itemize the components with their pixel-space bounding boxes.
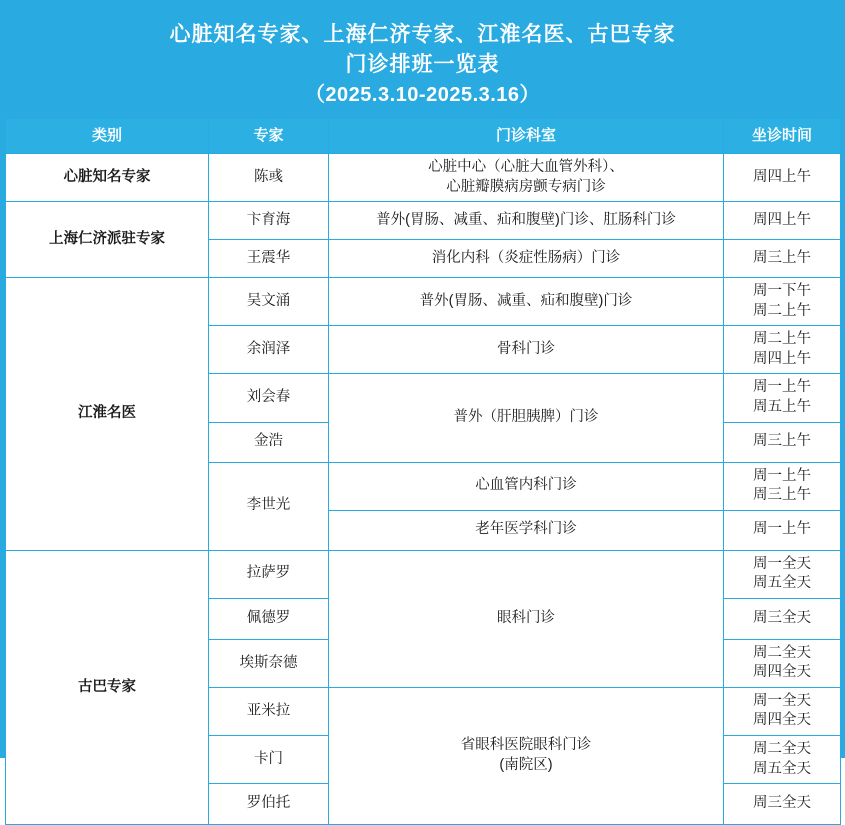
time-cell [724,326,841,374]
title-line-2: 门诊排班一览表 [345,53,500,77]
time-line-2: 周五全天 [753,760,811,777]
time-line-2: 周四全天 [753,712,811,729]
time-cell: 周四上午 [724,202,841,240]
time-line-1: 周二全天 [753,644,811,661]
department-cell [329,154,724,202]
time-line-2: 周三上午 [753,487,811,504]
expert-cell: 余润泽 [209,326,329,374]
department-line-1: 心脏中心（心脏大血管外科）、 [428,159,624,175]
table-row [6,550,841,598]
schedule-table [5,118,841,825]
table-row [6,154,841,202]
time-cell [724,736,841,784]
category-cell: 心脏知名专家 [6,154,209,202]
time-line-2: 周五上午 [753,398,811,415]
expert-cell: 卞育海 [209,202,329,240]
department-cell: 老年医学科门诊 [329,510,724,550]
expert-cell: 陈彧 [209,154,329,202]
expert-cell: 罗伯托 [209,784,329,825]
expert-cell: 亚米拉 [209,687,329,735]
poster-title [0,0,845,110]
schedule-table-wrapper [5,118,840,825]
time-cell: 周三全天 [724,784,841,825]
time-cell: 周一上午 [724,510,841,550]
time-line-2: 周四上午 [753,350,811,367]
expert-cell: 佩德罗 [209,598,329,639]
expert-cell: 埃斯奈德 [209,639,329,687]
expert-cell: 拉萨罗 [209,550,329,598]
category-cell: 江淮名医 [6,278,209,551]
time-line-2: 周五全天 [753,575,811,592]
department-cell: 普外（肝胆胰脾）门诊 [329,374,724,462]
time-line-1: 周一上午 [753,467,811,484]
header-category: 类别 [6,119,209,154]
time-cell [724,687,841,735]
department-cell [329,687,724,824]
department-cell: 心血管内科门诊 [329,462,724,510]
time-line-2: 周四全天 [753,664,811,681]
time-line-1: 周一上午 [753,379,811,396]
expert-cell: 李世光 [209,462,329,550]
category-cell: 古巴专家 [6,550,209,825]
time-cell [724,462,841,510]
time-line-1: 周一全天 [753,555,811,572]
expert-cell: 卡门 [209,736,329,784]
time-line-2: 周二上午 [753,302,811,319]
expert-cell: 刘会春 [209,374,329,422]
department-cell: 普外(胃肠、减重、疝和腹壁)门诊、肛肠科门诊 [329,202,724,240]
department-line-2: (南院区) [499,757,553,773]
time-cell [724,374,841,422]
time-line-1: 周二上午 [753,331,811,348]
category-cell: 上海仁济派驻专家 [6,202,209,278]
time-line-1: 周一下午 [753,283,811,300]
title-line-1: 心脏知名专家、上海仁济专家、江淮名医、古巴专家 [169,23,676,46]
time-cell [724,278,841,326]
table-row [6,202,841,240]
time-line-1: 周二全天 [753,741,811,757]
time-cell [724,550,841,598]
time-line-1: 周一全天 [753,692,811,709]
department-line-1: 省眼科医院眼科门诊 [460,737,592,754]
expert-cell: 金浩 [209,422,329,462]
time-cell [724,639,841,687]
department-line-2: 心脏瓣膜病房颤专病门诊 [446,178,606,195]
title-date-range: （2025.3.10-2025.3.16） [304,83,541,106]
expert-cell: 王震华 [209,240,329,278]
department-cell: 眼科门诊 [329,550,724,687]
department-cell: 普外(胃肠、减重、疝和腹壁)门诊 [329,278,724,326]
header-expert: 专家 [209,119,329,154]
time-cell: 周四上午 [724,154,841,202]
header-time: 坐诊时间 [724,119,841,154]
table-header-row [6,119,841,154]
department-cell: 骨科门诊 [329,326,724,374]
time-cell: 周三上午 [724,240,841,278]
table-row [6,278,841,326]
expert-cell: 吴文涌 [209,278,329,326]
time-cell: 周三上午 [724,422,841,462]
time-cell: 周三全天 [724,598,841,639]
header-department: 门诊科室 [329,119,724,154]
department-cell: 消化内科（炎症性肠病）门诊 [329,240,724,278]
